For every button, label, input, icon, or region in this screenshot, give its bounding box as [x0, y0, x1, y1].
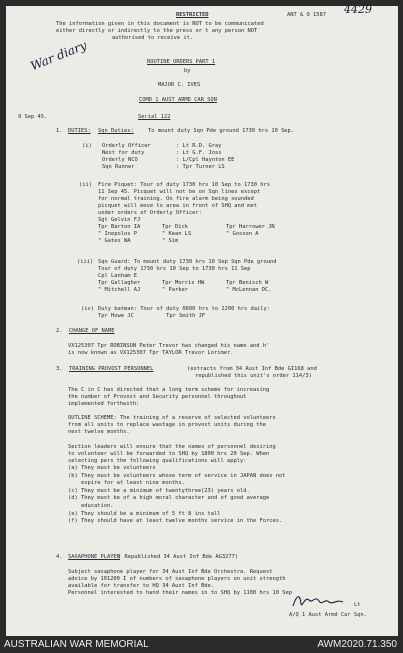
duty-name: : Tpr Turner LS: [176, 164, 225, 170]
paragraph-line: next twelve months.: [68, 429, 130, 435]
duty-role: Sqn Runner: [102, 164, 135, 170]
section-text: under orders of Orderly Officer:: [98, 210, 202, 216]
section-text: VX125307 Tpr ROBINSON Peter Trevor has changed his name and h': [68, 343, 270, 349]
section-number: 3.: [56, 366, 63, 372]
roster-name: " Gates WA: [98, 238, 131, 244]
orders-title: ROUTINE ORDERS PART 1: [147, 59, 216, 65]
archive-name: AUSTRALIAN WAR MEMORIAL: [4, 639, 149, 650]
roster-name: Tpr Harrower JN: [226, 224, 275, 230]
notice-line: either directly or indirectly to the press or t any person NOT: [56, 28, 258, 34]
section-text: Tour of duty 1730 hrs 10 Sep to 1730 hrs 11 Sep: [98, 266, 251, 272]
section-number: 2.: [56, 328, 63, 334]
roster-name: Tpr Benisch W: [226, 280, 269, 286]
qualification-item: (c) They must be a minimum of twentythree(23) years old.: [68, 487, 250, 494]
subsection-heading: Sqn Duties:: [98, 128, 134, 134]
restricted-label: RESTRICTED: [176, 12, 209, 18]
roster-name: " Kean LS: [162, 231, 192, 237]
roster-name: Tpr Dick: [162, 224, 188, 230]
paragraph-line: to volunteer will be forwarded to SHQ by 1800 hrs 20 Sep. When: [68, 451, 270, 457]
duty-role: Orderly NCO: [102, 157, 138, 163]
paragraph-line: The C in C has directed that a long term scheme for increasing: [68, 387, 270, 393]
orders-by: by: [184, 68, 191, 74]
item-number: (i): [82, 143, 92, 149]
section-text: Sgt Gelvin FJ: [98, 217, 141, 223]
section-text: Tpr Howe JC Tpr Smith JF: [98, 313, 206, 319]
paragraph-line: available for transfer to HQ 34 Aust Inf Bde.: [68, 583, 215, 589]
duty-role: Orderly Officer: [102, 143, 151, 149]
section-text: (extracts from 34 Aust Inf Bde GI168 and: [187, 366, 317, 372]
roster-name: " Mitchell AJ: [98, 287, 141, 293]
section-text: for normal training. On fire alarm being sounded: [98, 196, 254, 202]
serial-number: Serial 122: [138, 114, 171, 120]
item-number: (iii): [77, 259, 94, 265]
notice-line: The information given in this document is NOT to be communicated: [56, 21, 264, 27]
archive-id: AWM2020.71.350: [317, 639, 397, 650]
section-text: republished this unit's order 114/3): [195, 373, 312, 379]
duty-name: : Lt R.D. Gray: [176, 143, 222, 149]
document-ref: ANT & O 1587: [287, 12, 326, 18]
paragraph-line: selecting pers the following qualifications will apply:: [68, 458, 247, 464]
roster-name: " Parker: [162, 287, 188, 293]
section-text: Duty batman: Tour of duty 0600 hrs to 2200 hrs daily:: [98, 306, 271, 312]
qualification-item: (a) They must be volunteers: [68, 465, 156, 471]
item-number: (ii): [79, 182, 92, 188]
qualification-item: education.: [68, 503, 114, 509]
section-text: Sqn Guard: To mount duty 1730 hrs 10 Sep Sqn Pde ground: [98, 259, 277, 265]
paragraph-line: the number of Provost and Security personnel throughout: [68, 394, 247, 400]
qualification-item: (e) They should be a minimum of 5 ft 8 ins tall: [68, 510, 221, 517]
section-text: picquet will move to area in front of SHQ and met: [98, 203, 258, 209]
qualification-item: expire for at least nine months.: [68, 480, 185, 487]
duty-name: : L/Cpl Haynton EE: [176, 157, 235, 163]
paragraph-line: OUTLINE SCHEME: The training of a reserve of selected volunteers: [68, 415, 276, 421]
paragraph-line: implemented forthwith:: [68, 401, 140, 407]
paragraph-line: from all units to replace wastage in provost units during the: [68, 422, 266, 428]
qualification-item: (f) They should have at least twelve months service in the Forces.: [68, 518, 283, 525]
section-number: 1.: [56, 128, 63, 134]
roster-name: " Gosson A: [226, 231, 259, 237]
paragraph-line: advice by 101200 I of numbers of saxaphone players on unit strength: [68, 576, 286, 582]
paragraph-line: Subject saxaphone player for 34 Aust Inf Bde Orchestra. Request: [68, 569, 273, 575]
document-page: [6, 6, 398, 636]
qualification-item: (b) They must be volunteers whose term of service in JAPAN does not: [68, 472, 286, 479]
unit-title: COMD 1 AUST ARMD CAR SQN: [139, 97, 217, 103]
section-text: ) Republished 34 Aust Inf Bde AG3277): [118, 554, 239, 560]
handwritten-war-diary: War diary: [28, 38, 89, 74]
roster-name: " Sim: [162, 238, 179, 244]
signature-block: A/Q 1 Aust Armd Car Sqn.: [289, 612, 367, 618]
item-number: (iv): [81, 306, 94, 312]
section-heading: DUTIES:: [68, 128, 91, 134]
duty-name: : Lt G.F. Joss: [176, 150, 222, 156]
roster-name: Tpr Barton IA: [98, 224, 141, 230]
section-text: Fire Piquet: Tour of duty 1730 hrs 10 Sep to 1730 hrs: [98, 182, 271, 188]
section-text: To mount duty Sqn Pde ground 1730 hrs 10 Sep.: [148, 128, 295, 134]
duty-role: Next for duty: [102, 150, 145, 156]
qualification-item: (d) They must be of a high moral character and of good average: [68, 495, 270, 502]
archive-footer: [0, 636, 403, 653]
paragraph-line: Section leaders will ensure that the names of personnel desiring: [68, 444, 276, 450]
section-heading: SAXAPHONE PLAYER: [68, 554, 120, 560]
section-text: Cpl Lanham E: [98, 273, 137, 279]
signature-scribble: [291, 592, 351, 610]
issuing-officer: MAJOR C. IVES: [158, 82, 201, 88]
notice-line: authorised to receive it.: [112, 35, 194, 41]
roster-name: Tpr Morris HW: [162, 280, 205, 286]
roster-name: " McLennan DC.: [226, 287, 272, 293]
section-heading: TRAINING PROVOST PERSONNEL: [69, 366, 154, 372]
section-heading: CHANGE OF NAME: [69, 328, 115, 334]
roster-name: " Inepolos P: [98, 231, 137, 237]
orders-date: 9 Sep 45.: [18, 114, 48, 120]
handwritten-ref: 4429: [344, 6, 372, 16]
signature-rank: Lt: [354, 602, 361, 608]
section-text: 11 Sep 45. Picquet will not be on Sqn lines except: [98, 189, 261, 195]
section-number: 4.: [56, 554, 63, 560]
paragraph-line: Personnel interested to hand their names in to SHQ by 1100 hrs 10 Sep: [68, 590, 292, 596]
roster-name: Tpr Gallagher: [98, 280, 141, 286]
section-text: is now known as VX125307 Tpr TAYLOR Trevor Lorimer.: [68, 350, 234, 356]
